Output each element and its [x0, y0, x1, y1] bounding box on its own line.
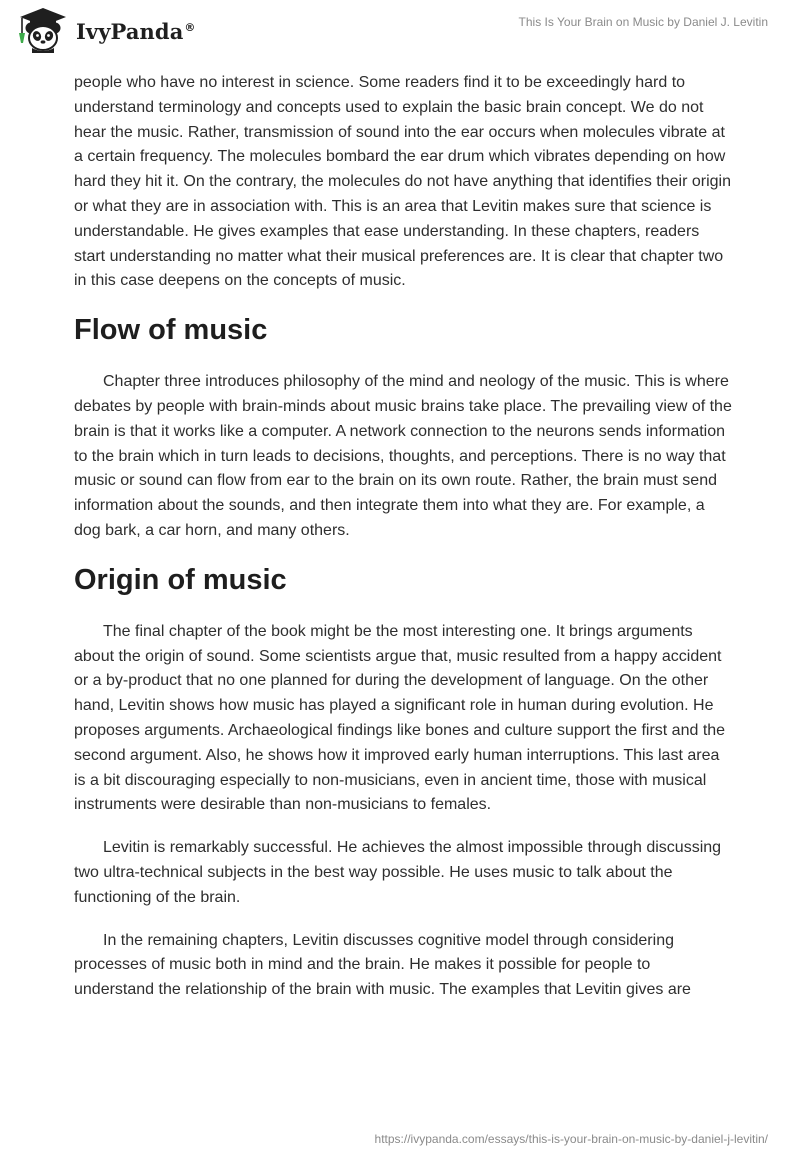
ivypanda-logo[interactable]: [14, 6, 196, 54]
panda-graduation-cap-icon: [14, 6, 72, 54]
paragraph-continuation: people who have no interest in science. Some readers find it to be exceedingly hard to understand terminology and concepts used to explain the basic brain concept. We do not hear the music. Rather, transmission of sound into the ear occurs when molecules vibrate at a certain frequency. The molecules bombard the ear drum which vibrates depending on how hard they hit it. On the contrary, the molecules do not have anything that identifies their origin or what they are in association with. This is an area that Levitin makes sure that science is understandable. He gives examples that ease understanding. In these chapters, readers start understanding no matter what their musical preferences are. It is clear that chapter two in this case deepens on the concepts of music.: [74, 74, 731, 290]
paragraph-origin: The final chapter of the book might be the most interesting one. It brings arguments about the origin of sound. Some scientists argue that, music resulted from a happy accident or a by-product that no one planned for during the development of language. On the other hand, Levitin shows how music has played a significant role in human during evolution. He proposes arguments. Archaeological findings like bones and culture support the first and the second argument. Also, he shows how it improved early human interruptions. This last area is a bit discouraging especially to non-musicians, even in ancient time, those with musical instruments were desirable than non-musicians to females.: [74, 622, 726, 814]
paragraph-flow: Chapter three introduces philosophy of the mind and neology of the music. This is where debates by people with brain-minds about music brains take place. The prevailing view of the brain is that it works like a computer. A network connection to the neurons sends information to the brain which in turn leads to decisions, thoughts, and perceptions. There is no way that music or sound can flow from ear to the brain on its own route. Rather, the brain must send information about the sounds, and then integrate them into what they are. For example, a dog bark, a car horn, and many others.: [74, 373, 732, 539]
source-url[interactable]: https://ivypanda.com/essays/this-is-your-brain-on-music-by-daniel-j-levitin/: [374, 1132, 768, 1146]
paragraph-success: Levitin is remarkably successful. He achieves the almost impossible through discussing two ultra-technical subjects in the best way possible. He uses music to talk about the functioning of the brain.: [74, 839, 722, 906]
registered-mark: ®: [184, 20, 196, 34]
brand-name: IvyPanda®: [76, 18, 196, 44]
heading-flow-of-music: Flow of music: [74, 314, 268, 347]
paragraph-remaining-chapters: In the remaining chapters, Levitin discusses cognitive model through considering processes of music both in mind and the brain. He makes it possible for people to understand the relationship of the brain with music. The examples that Levitin gives are: [74, 931, 691, 999]
heading-origin-of-music: Origin of music: [74, 563, 287, 596]
page-header: [0, 0, 800, 62]
essay-body: [74, 71, 734, 1021]
document-title: This Is Your Brain on Music by Daniel J. Levitin: [518, 15, 768, 29]
